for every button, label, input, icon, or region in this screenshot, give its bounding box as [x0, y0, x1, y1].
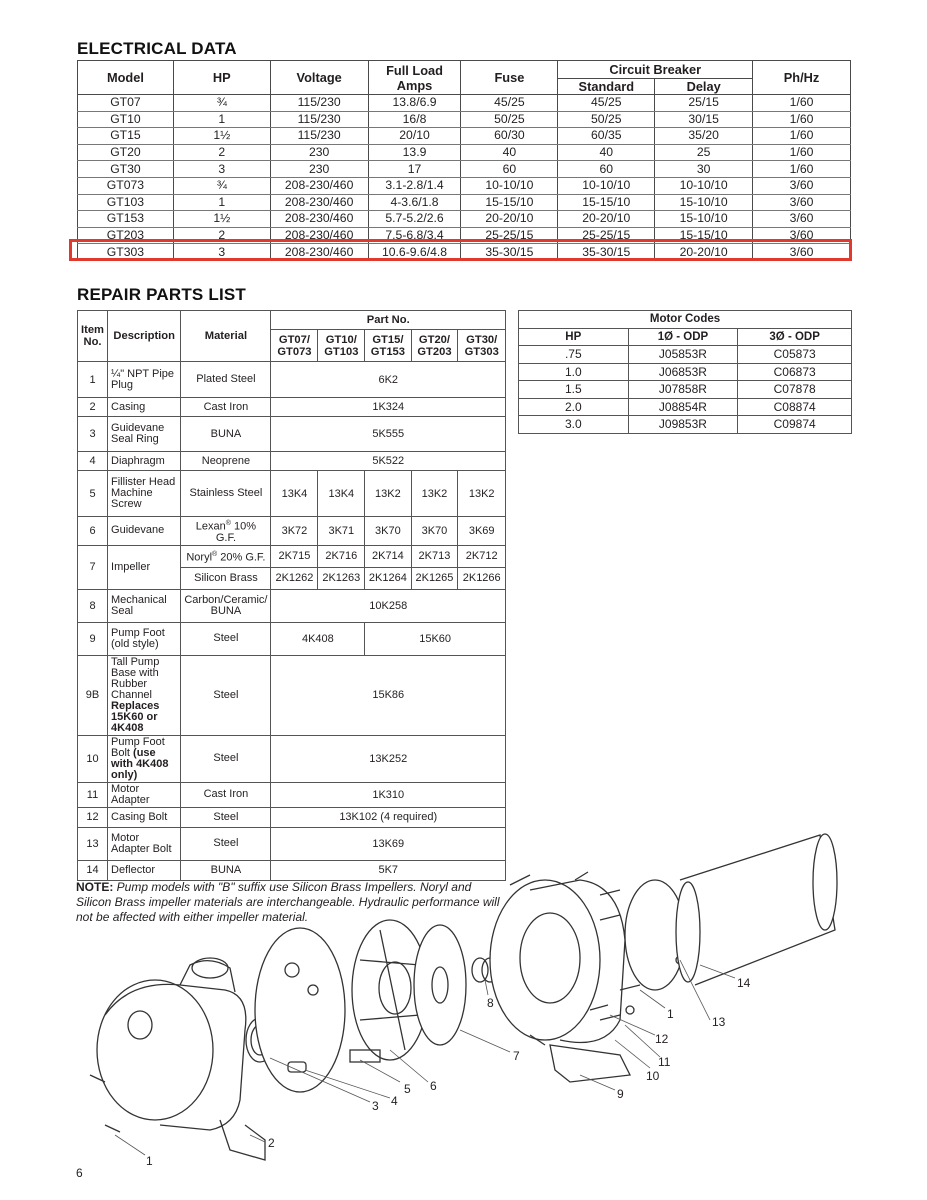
col-phhz: Ph/Hz — [753, 61, 851, 95]
col-delay: Delay — [655, 78, 753, 95]
callout-8: 8 — [487, 996, 494, 1010]
table-row: 8 Mechanical Seal Carbon/Ceramic/ BUNA 10K258 — [78, 589, 506, 622]
col-gt07: GT07/ GT073 — [271, 330, 318, 362]
col-gt20: GT20/ GT203 — [411, 330, 458, 362]
table-cell: 1/60 — [753, 161, 851, 178]
casing-part — [90, 958, 265, 1160]
table-cell: 1/60 — [753, 111, 851, 128]
table-cell: J08854R — [628, 398, 738, 416]
electrical-data-table — [77, 60, 851, 261]
table-cell: 1½ — [173, 211, 270, 228]
motor-part — [676, 834, 837, 985]
repair-parts-title: REPAIR PARTS LIST — [77, 285, 247, 304]
callout-1b: 1 — [667, 1007, 674, 1021]
table-cell: ¾ — [173, 177, 270, 194]
table-cell: 208-230/460 — [270, 244, 368, 261]
table-cell: 13.8/6.9 — [368, 95, 461, 112]
table-cell: 10-10/10 — [461, 177, 558, 194]
table-cell: 2 — [173, 227, 270, 244]
table-cell: C05873 — [738, 346, 852, 364]
table-cell: 3 — [173, 161, 270, 178]
table-row: 3 Guidevane Seal Ring BUNA 5K555 — [78, 417, 506, 452]
table-cell: 60/35 — [558, 128, 655, 145]
table-cell: 7.5-6.8/3.4 — [368, 227, 461, 244]
table-cell: J07858R — [628, 381, 738, 399]
table-row — [78, 227, 851, 244]
table-cell: C08874 — [738, 398, 852, 416]
callout-13: 13 — [712, 1015, 726, 1029]
col-fla: Full Load Amps — [368, 61, 461, 95]
table-row: 2 Casing Cast Iron 1K324 — [78, 398, 506, 417]
table-cell: 60/30 — [461, 128, 558, 145]
table-row — [519, 346, 852, 364]
table-cell: GT07 — [78, 95, 174, 112]
table-cell: 40 — [461, 144, 558, 161]
table-cell: 3/60 — [753, 244, 851, 261]
col-1ph-odp: 1Ø - ODP — [628, 328, 738, 346]
table-row: 1 ¼" NPT Pipe Plug Plated Steel 6K2 — [78, 362, 506, 398]
col-gt10: GT10/ GT103 — [318, 330, 365, 362]
table-cell: 50/25 — [461, 111, 558, 128]
table-cell: 20/10 — [368, 128, 461, 145]
table-cell: 15-15/10 — [558, 194, 655, 211]
table-cell: 25/15 — [655, 95, 753, 112]
table-cell: 45/25 — [461, 95, 558, 112]
table-cell: 208-230/460 — [270, 177, 368, 194]
table-cell: 10.6-9.6/4.8 — [368, 244, 461, 261]
table-row — [78, 244, 851, 261]
table-cell: GT103 — [78, 194, 174, 211]
table-cell: 115/230 — [270, 128, 368, 145]
table-cell: GT153 — [78, 211, 174, 228]
table-cell: 20-20/10 — [655, 244, 753, 261]
table-row — [78, 95, 851, 112]
table-cell: 30/15 — [655, 111, 753, 128]
table-cell: 50/25 — [558, 111, 655, 128]
table-cell: 15-15/10 — [461, 194, 558, 211]
callout-12: 12 — [655, 1032, 669, 1046]
table-row: 14 Deflector BUNA 5K7 — [78, 860, 506, 880]
table-cell: 1½ — [173, 128, 270, 145]
col-gt15: GT15/ GT153 — [365, 330, 411, 362]
repair-parts-table — [77, 310, 506, 881]
table-cell: 15-10/10 — [655, 194, 753, 211]
table-row — [519, 381, 852, 399]
table-cell: 40 — [558, 144, 655, 161]
table-cell: GT203 — [78, 227, 174, 244]
table-row: 10 Pump Foot Bolt (use with 4K408 only) Steel 13K252 — [78, 735, 506, 782]
bolts-and-deflector — [590, 880, 685, 1020]
table-cell: 5.7-5.2/2.6 — [368, 211, 461, 228]
table-row: 11 Motor Adapter Cast Iron 1K310 — [78, 782, 506, 807]
table-cell: 30 — [655, 161, 753, 178]
table-row — [78, 128, 851, 145]
table-cell: 45/25 — [558, 95, 655, 112]
table-cell: J05853R — [628, 346, 738, 364]
table-row: Silicon Brass 2K1262 2K1263 2K1264 2K1265 2K1266 — [78, 567, 506, 589]
table-row — [78, 177, 851, 194]
table-row: 9 Pump Foot (old style) Steel 4K408 15K60 — [78, 622, 506, 655]
col-standard: Standard — [558, 78, 655, 95]
table-cell: 3/60 — [753, 194, 851, 211]
col-description: Description — [108, 311, 181, 362]
table-cell: 35/20 — [655, 128, 753, 145]
table-row: 6 Guidevane Lexan® 10% G.F. 3K72 3K71 3K70 3K70 3K69 — [78, 517, 506, 546]
table-cell: .75 — [519, 346, 629, 364]
note-text: Pump models with "B" suffix use Silicon Brass Impellers. Noryl and Silicon Brass impeller materials are interchangeable. Hydraulic performance will not be affected with either impeller material. — [76, 880, 500, 924]
table-cell: 208-230/460 — [270, 211, 368, 228]
table-row: 7 Impeller Noryl® 20% G.F. 2K715 2K716 2K714 2K713 2K712 — [78, 545, 506, 567]
table-cell: C09874 — [738, 416, 852, 434]
table-row — [519, 363, 852, 381]
table-cell: GT15 — [78, 128, 174, 145]
col-motor-hp: HP — [519, 328, 629, 346]
col-model: Model — [78, 61, 174, 95]
table-cell: J09853R — [628, 416, 738, 434]
table-cell: C07878 — [738, 381, 852, 399]
table-cell: 25-25/15 — [558, 227, 655, 244]
col-gt30: GT30/ GT303 — [458, 330, 506, 362]
table-cell: 3/60 — [753, 211, 851, 228]
table-cell: GT303 — [78, 244, 174, 261]
table-cell: 4-3.6/1.8 — [368, 194, 461, 211]
exploded-pump-diagram — [60, 820, 860, 1180]
table-cell: 2 — [173, 144, 270, 161]
table-row — [78, 194, 851, 211]
col-hp: HP — [173, 61, 270, 95]
table-row: 5 Fillister Head Machine Screw Stainless Steel 13K4 13K4 13K2 13K2 13K2 — [78, 471, 506, 517]
table-cell: 10-10/10 — [558, 177, 655, 194]
table-row — [78, 211, 851, 228]
table-cell: GT30 — [78, 161, 174, 178]
callout-3: 3 — [372, 1099, 379, 1113]
table-cell: ¾ — [173, 95, 270, 112]
table-row: 12 Casing Bolt Steel 13K102 (4 required) — [78, 807, 506, 827]
col-3ph-odp: 3Ø - ODP — [738, 328, 852, 346]
table-cell: 25-25/15 — [461, 227, 558, 244]
table-cell: 115/230 — [270, 111, 368, 128]
table-cell: 1 — [173, 194, 270, 211]
callout-7: 7 — [513, 1049, 520, 1063]
col-material: Material — [181, 311, 271, 362]
callout-9: 9 — [617, 1087, 624, 1101]
table-cell: 115/230 — [270, 95, 368, 112]
callout-2: 2 — [268, 1136, 275, 1150]
table-cell: 35-30/15 — [558, 244, 655, 261]
callout-6: 6 — [430, 1079, 437, 1093]
table-cell: 16/8 — [368, 111, 461, 128]
table-cell: 2.0 — [519, 398, 629, 416]
impeller-part — [414, 925, 466, 1045]
table-cell: 13.9 — [368, 144, 461, 161]
table-cell: 3.0 — [519, 416, 629, 434]
col-part-no: Part No. — [271, 311, 506, 330]
table-cell: 1.5 — [519, 381, 629, 399]
table-cell: 3 — [173, 244, 270, 261]
table-cell: 60 — [461, 161, 558, 178]
table-cell: GT10 — [78, 111, 174, 128]
table-row — [519, 398, 852, 416]
table-cell: 208-230/460 — [270, 194, 368, 211]
table-cell: C06873 — [738, 363, 852, 381]
pump-foot-part — [550, 1045, 630, 1082]
table-row — [78, 161, 851, 178]
table-row: 9B Tall Pump Base with Rubber Channel Replaces 15K60 or 4K408 Steel 15K86 — [78, 655, 506, 735]
table-row — [519, 416, 852, 434]
table-cell: 10-10/10 — [655, 177, 753, 194]
table-cell: 20-20/10 — [461, 211, 558, 228]
col-voltage: Voltage — [270, 61, 368, 95]
motor-codes-title: Motor Codes — [519, 311, 852, 329]
table-cell: 60 — [558, 161, 655, 178]
table-cell: 15-10/10 — [655, 211, 753, 228]
table-cell: 1/60 — [753, 128, 851, 145]
col-fuse: Fuse — [461, 61, 558, 95]
page-number: 6 — [76, 1166, 83, 1180]
table-cell: 1.0 — [519, 363, 629, 381]
col-item-no: Item No. — [78, 311, 108, 362]
table-cell: 3/60 — [753, 227, 851, 244]
callout-4: 4 — [391, 1094, 398, 1108]
table-cell: 25 — [655, 144, 753, 161]
callout-14: 14 — [737, 976, 751, 990]
table-cell: 230 — [270, 144, 368, 161]
diaphragm-part — [255, 928, 345, 1092]
electrical-data-title: ELECTRICAL DATA — [77, 39, 237, 58]
table-cell: 1/60 — [753, 144, 851, 161]
table-cell: 17 — [368, 161, 461, 178]
table-row: 4 Diaphragm Neoprene 5K522 — [78, 452, 506, 471]
table-row — [78, 144, 851, 161]
callout-1: 1 — [146, 1154, 153, 1168]
table-cell: 230 — [270, 161, 368, 178]
table-cell: 3.1-2.8/1.4 — [368, 177, 461, 194]
table-cell: 35-30/15 — [461, 244, 558, 261]
table-cell: GT073 — [78, 177, 174, 194]
motor-codes-table — [518, 310, 852, 434]
table-row — [78, 111, 851, 128]
col-circuit-breaker: Circuit Breaker — [558, 61, 753, 79]
callout-10: 10 — [646, 1069, 660, 1083]
table-cell: 1/60 — [753, 95, 851, 112]
table-row: 13 Motor Adapter Bolt Steel 13K69 — [78, 827, 506, 860]
table-cell: 208-230/460 — [270, 227, 368, 244]
callout-5: 5 — [404, 1082, 411, 1096]
table-cell: 3/60 — [753, 177, 851, 194]
table-cell: J06853R — [628, 363, 738, 381]
table-cell: 1 — [173, 111, 270, 128]
table-cell: GT20 — [78, 144, 174, 161]
table-cell: 15-15/10 — [655, 227, 753, 244]
note-label: NOTE: — [76, 880, 114, 894]
callout-11: 11 — [658, 1055, 671, 1069]
table-cell: 20-20/10 — [558, 211, 655, 228]
